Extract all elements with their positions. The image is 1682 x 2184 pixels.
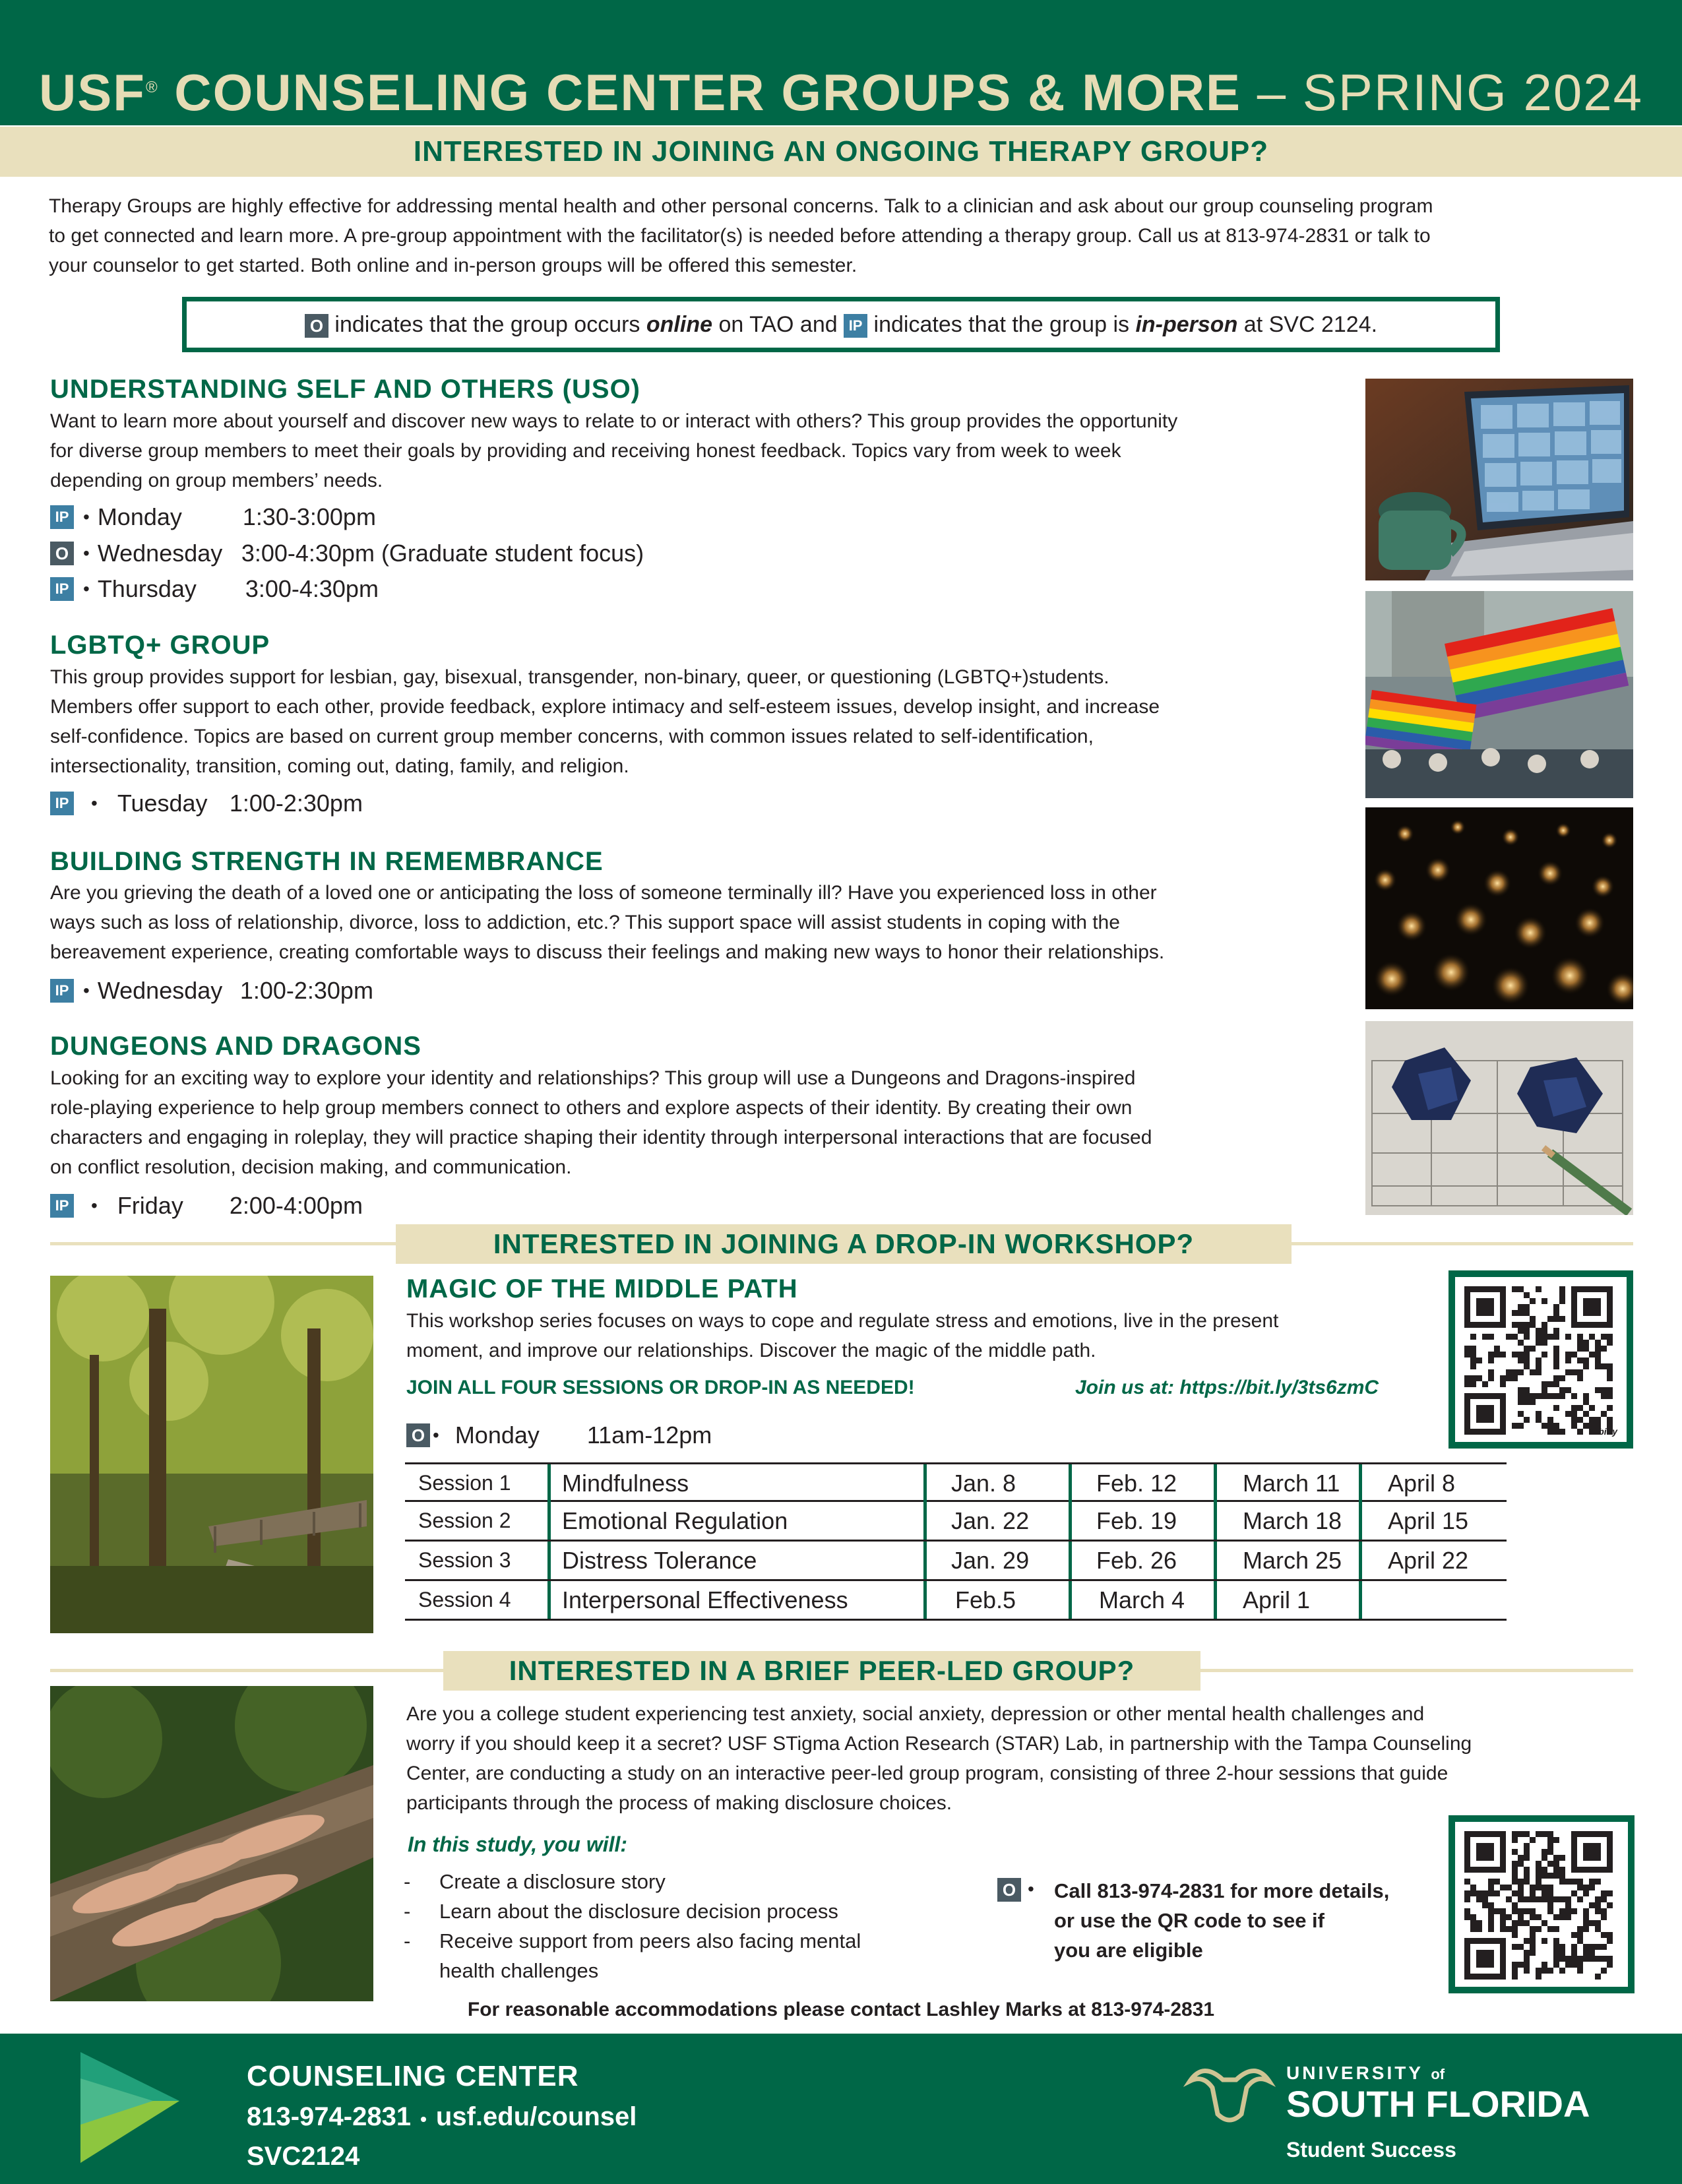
- legend-text: O indicates that the group occurs online on TAO and IP indicates that the group is in-person at SVC 2124.: [187, 301, 1495, 348]
- uso-title: UNDERSTANDING SELF AND OTHERS (USO): [50, 375, 640, 404]
- schedule-row: IP • Monday 1:30-3:00pm: [50, 499, 644, 534]
- accommodations-note: For reasonable accommodations please contact Lashley Marks at 813-974-2831: [467, 1999, 1215, 2020]
- qr-code-graphic: [1455, 1277, 1627, 1442]
- session-table: [405, 1462, 1507, 1621]
- footer-url[interactable]: usf.edu/counsel: [435, 2102, 637, 2131]
- schedule-row: O • Monday 11am-12pm: [406, 1417, 712, 1452]
- workshop-banner-text: INTERESTED IN JOINING A DROP-IN WORKSHOP?: [493, 1228, 1195, 1259]
- workshop-description: This workshop series focuses on ways to cope and regulate stress and emotions, live in the present moment, and improve our relationships. Discover the magic of the middle path.: [406, 1310, 1279, 1361]
- workshop-qr-code[interactable]: [1448, 1270, 1633, 1449]
- list-item: health challenges: [439, 1959, 599, 1982]
- remembrance-description: Are you grieving the death of a loved one or anticipating the loss of someone terminally ill? Have you experienced loss in other ways such as loss of relationship, divorce, loss to addiction, etc.? This support space will assist students in coping with the bereavement experience, creating comfortable ways to discuss their feelings and making new ways to honor their relationships.: [50, 882, 1165, 963]
- dnd-schedule: [50, 1187, 363, 1223]
- study-heading: In this study, you will:: [408, 1832, 628, 1856]
- call-text: Call 813-974-2831 for more details, or use the QR code to see if you are eligible: [1054, 1879, 1390, 1962]
- therapy-banner: [0, 127, 1682, 177]
- workshop-banner: [396, 1224, 1292, 1264]
- uso-schedule: [50, 499, 644, 606]
- peer-description: Are you a college student experiencing test anxiety, social anxiety, depression or other mental health challenges and worry if you should keep it a secret? USF STigma Action Research (STAR) Lab, in partnership with the Tampa Counseling Center, are conducting a study on an interactive peer-led group program, consisting of three 2-hour sessions that guide participants through the process of making disclosure choices.: [406, 1703, 1472, 1814]
- uso-description: Want to learn more about yourself and discover new ways to relate to or interact with others? This group provides the opportunity for diverse group members to meet their goals by providing and receiving honest feedback. Topics vary from week to week depending on group members’ needs.: [50, 410, 1178, 491]
- peer-qr-code[interactable]: [1448, 1815, 1635, 1993]
- list-item: - Receive support from peers also facing mental: [404, 1929, 861, 1952]
- schedule-row: IP • Friday 2:00-4:00pm: [50, 1187, 363, 1223]
- bull-logo-icon: [1183, 2061, 1276, 2127]
- list-item: - Create a disclosure story: [404, 1870, 666, 1893]
- list-item: - Learn about the disclosure decision process: [404, 1900, 838, 1923]
- legend-box: [182, 297, 1500, 352]
- dnd-title: DUNGEONS AND DRAGONS: [50, 1032, 421, 1061]
- dnd-description: Looking for an exciting way to explore your identity and relationships? This group will use a Dungeons and Dragons-inspired role-playing experience to help group members connect to others and explore aspects of their identity. By creating their own characters and engaging in roleplay, they will practice shaping their identity through interpersonal interactions that are focused on conflict resolution, decision making, and communication.: [50, 1067, 1152, 1178]
- footer-contact: 813-974-2831 • usf.edu/counsel: [247, 2102, 637, 2131]
- online-badge: O: [305, 314, 328, 338]
- workshop-schedule: [406, 1417, 712, 1452]
- footer-center-name: COUNSELING CENTER: [247, 2060, 579, 2092]
- intro-line: Therapy Groups are highly effective for addressing mental health and other personal concerns. Talk to a clinician and ask about our group counseling program: [49, 195, 1433, 217]
- counseling-logo-icon: [80, 2052, 179, 2163]
- table-row: Session 2 Emotional Regulation Jan. 22 Feb. 19 March 18 April 15: [405, 1502, 1507, 1542]
- schedule-row: IP • Tuesday 1:00-2:30pm: [50, 785, 363, 821]
- usf-wordmark: UNIVERSITY of SOUTH FLORIDA: [1286, 2063, 1590, 2125]
- in-person-badge: IP: [844, 314, 867, 338]
- lgbtq-schedule: [50, 785, 363, 821]
- therapy-intro: [49, 191, 1645, 280]
- usf-student-success: Student Success: [1286, 2138, 1456, 2162]
- remembrance-title: BUILDING STRENGTH IN REMEMBRANCE: [50, 847, 604, 876]
- footer-location: SVC2124: [247, 2142, 360, 2171]
- study-list: [404, 1867, 861, 1985]
- footer: [0, 2034, 1682, 2184]
- remembrance-schedule: [50, 972, 373, 1008]
- hands-photo: [50, 1686, 373, 2001]
- video-call-photo: [1365, 379, 1633, 580]
- dice-photo: [1365, 1021, 1633, 1215]
- qr-code-graphic: [1455, 1822, 1628, 1987]
- intro-line: to get connected and learn more. A pre-group appointment with the facilitator(s) is needed before attending a therapy group. Call us at 813-974-2831 or talk to: [49, 225, 1431, 247]
- join-all-note: JOIN ALL FOUR SESSIONS OR DROP-IN AS NEEDED!: [406, 1377, 915, 1398]
- lgbtq-title: LGBTQ+ GROUP: [50, 631, 270, 660]
- forest-path-photo: [50, 1276, 373, 1633]
- lgbtq-description: This group provides support for lesbian, gay, bisexual, transgender, non-binary, queer, or questioning (LGBTQ+)students. Members offer support to each other, provide feedback, explore intimacy and self-esteem issues, develop insight, and increase self-confidence. Topics are based on current group member concerns, with common issues related to self-identification, intersectionality, transition, coming out, dating, family, and religion.: [50, 666, 1160, 777]
- workshop-title: MAGIC OF THE MIDDLE PATH: [406, 1274, 798, 1303]
- table-row: Session 4 Interpersonal Effectiveness Feb.5 March 4 April 1: [405, 1581, 1507, 1621]
- page-title: USF® COUNSELING CENTER GROUPS & MORE – SPRING 2024: [38, 63, 1644, 121]
- peer-banner: [443, 1651, 1200, 1691]
- table-row: Session 3 Distress Tolerance Jan. 29 Feb. 26 March 25 April 22: [405, 1542, 1507, 1581]
- table-row: Session 1 Mindfulness Jan. 8 Feb. 12 March 11 April 8: [405, 1462, 1507, 1502]
- pride-flags-photo: [1365, 591, 1633, 798]
- footer-phone[interactable]: 813-974-2831: [247, 2102, 412, 2131]
- join-link[interactable]: Join us at: https://bit.ly/3ts6zmC: [1075, 1377, 1379, 1398]
- peer-banner-text: INTERESTED IN A BRIEF PEER-LED GROUP?: [509, 1655, 1135, 1686]
- therapy-banner-text: INTERESTED IN JOINING AN ONGOING THERAPY GROUP?: [413, 135, 1269, 168]
- bitly-label: bitly: [1598, 1426, 1617, 1437]
- schedule-row: IP • Thursday 3:00-4:30pm: [50, 571, 644, 606]
- schedule-row: IP • Wednesday 1:00-2:30pm: [50, 972, 373, 1008]
- intro-line: your counselor to get started. Both online and in-person groups will be offered this semester.: [49, 255, 857, 276]
- schedule-row: O • Wednesday 3:00-4:30pm (Graduate student focus): [50, 534, 644, 570]
- candles-photo: [1365, 807, 1633, 1009]
